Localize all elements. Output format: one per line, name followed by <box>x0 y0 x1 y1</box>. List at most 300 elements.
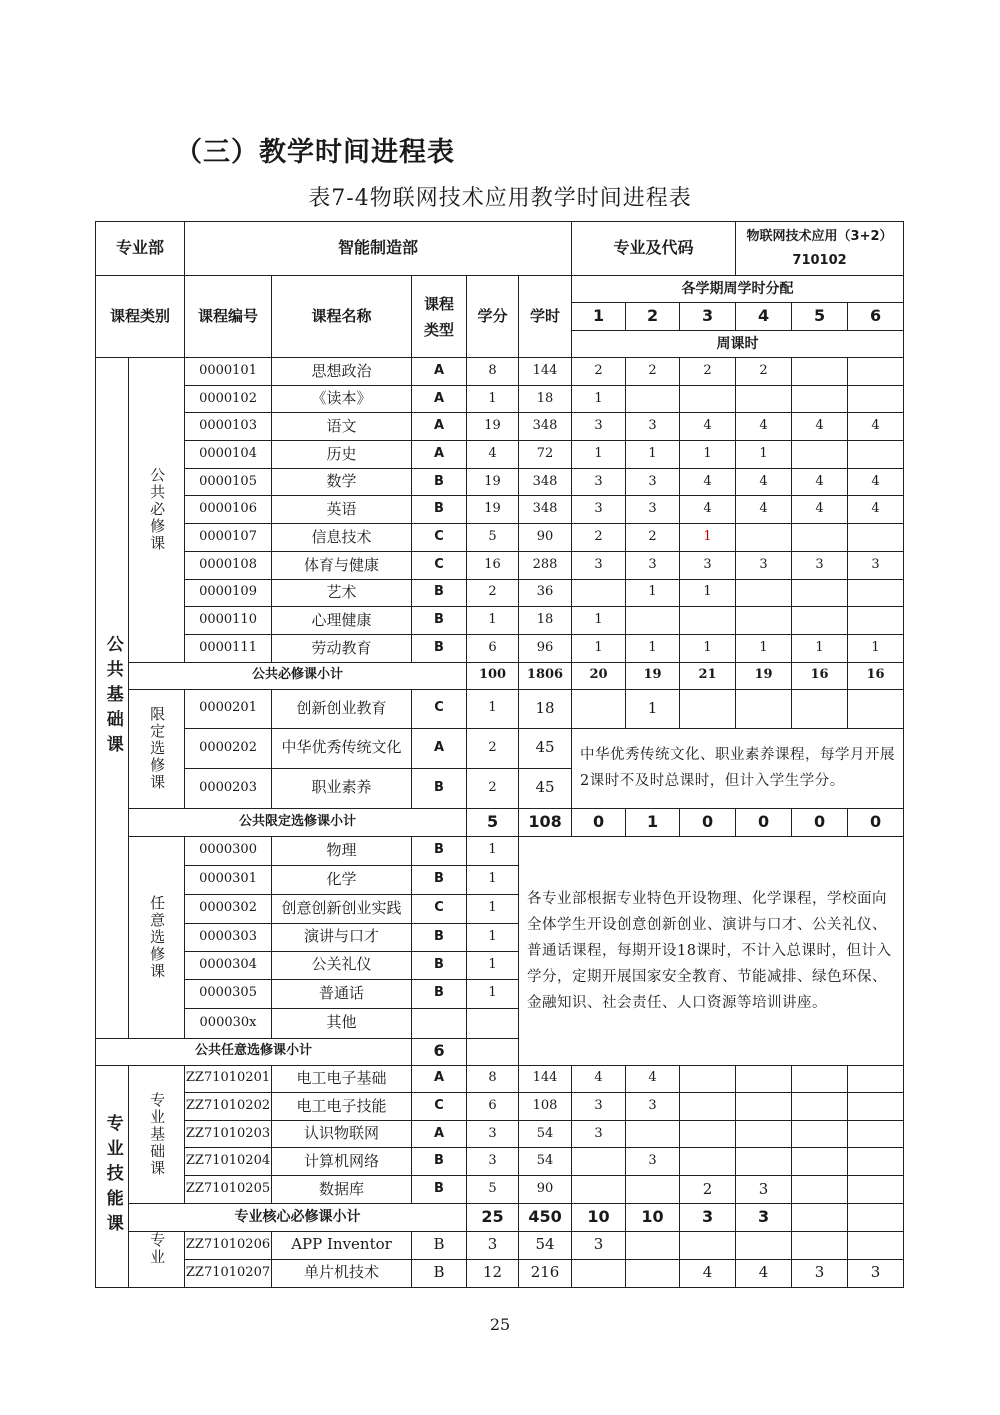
semester-hours: 1 <box>572 607 626 635</box>
semester-hours: 4 <box>736 1259 792 1287</box>
major-label: 专业及代码 <box>572 222 736 276</box>
course-code: 0000201 <box>185 689 272 728</box>
course-type: B <box>412 496 467 524</box>
semester-hours: 4 <box>736 413 792 441</box>
course-type: B <box>412 865 467 894</box>
semester-hours <box>792 1065 848 1093</box>
course-code: ZZ71010201 <box>185 1065 272 1093</box>
group-professional-partial-label: 专业 <box>148 1231 167 1266</box>
col-category: 课程类别 <box>96 276 185 358</box>
semester-hours: 4 <box>680 413 736 441</box>
semester-hours: 4 <box>680 1259 736 1287</box>
semester-hours: 1 <box>680 634 736 662</box>
course-name: 创新创业教育 <box>272 689 412 728</box>
semester-hours: 3 <box>626 1093 680 1121</box>
course-hours: 54 <box>519 1148 572 1176</box>
course-credit: 3 <box>467 1148 519 1176</box>
semester-hours <box>792 358 848 386</box>
col-semester-5: 5 <box>792 303 848 331</box>
course-hours: 348 <box>519 413 572 441</box>
semester-hours <box>848 1065 904 1093</box>
subtotal-semester: 0 <box>680 808 736 836</box>
course-name: 公关礼仪 <box>272 951 412 979</box>
semester-hours <box>680 1065 736 1093</box>
semester-hours <box>680 1231 736 1259</box>
dept-value: 智能制造部 <box>185 222 572 276</box>
semester-hours <box>626 1231 680 1259</box>
subtotal-hours: 108 <box>519 808 572 836</box>
course-type: B <box>412 951 467 979</box>
subtotal-semester: 0 <box>572 808 626 836</box>
semester-hours <box>736 1231 792 1259</box>
course-code: 0000109 <box>185 579 272 607</box>
course-code: ZZ71010207 <box>185 1259 272 1287</box>
course-type: C <box>412 689 467 728</box>
subtotal-label: 公共限定选修课小计 <box>129 808 467 836</box>
course-name: 物理 <box>272 836 412 865</box>
semester-hours: 4 <box>848 413 904 441</box>
course-code: 0000101 <box>185 358 272 386</box>
course-hours: 45 <box>519 768 572 808</box>
group-limited-elective-label: 限定选修课 <box>148 706 167 792</box>
course-name: 信息技术 <box>272 524 412 552</box>
semester-hours <box>680 607 736 635</box>
course-type: B <box>412 634 467 662</box>
course-type: A <box>412 728 467 768</box>
subtotal-semester: 1 <box>626 808 680 836</box>
semester-hours <box>736 1148 792 1176</box>
semester-hours <box>736 579 792 607</box>
col-semester-6: 6 <box>848 303 904 331</box>
subtotal-semester: 3 <box>680 1203 736 1231</box>
semester-hours <box>792 1148 848 1176</box>
semester-hours: 3 <box>572 1093 626 1121</box>
course-hours: 18 <box>519 607 572 635</box>
group-public-required <box>129 358 185 663</box>
course-credit: 19 <box>467 468 519 496</box>
semester-hours <box>848 689 904 728</box>
course-hours: 90 <box>519 524 572 552</box>
course-hours: 216 <box>519 1259 572 1287</box>
table-row <box>96 524 904 552</box>
semester-hours: 3 <box>572 551 626 579</box>
semester-hours: 4 <box>792 413 848 441</box>
course-code: 0000107 <box>185 524 272 552</box>
course-hours: 348 <box>519 468 572 496</box>
course-credit: 19 <box>467 413 519 441</box>
semester-hours <box>680 689 736 728</box>
course-type: A <box>412 1065 467 1093</box>
table-row <box>96 836 904 865</box>
subtotal-label: 公共任意选修课小计 <box>96 1038 412 1065</box>
subtotal-credit: 25 <box>467 1203 519 1231</box>
semester-hours: 3 <box>680 551 736 579</box>
semester-hours: 3 <box>626 468 680 496</box>
semester-hours <box>572 1259 626 1287</box>
course-code: 0000106 <box>185 496 272 524</box>
group-professional-basic <box>129 1065 185 1203</box>
semester-hours <box>848 607 904 635</box>
course-credit: 8 <box>467 1065 519 1093</box>
course-name: 数据库 <box>272 1175 412 1203</box>
group-professional-skill <box>96 1065 129 1287</box>
course-type: A <box>412 441 467 469</box>
table-row <box>96 1148 904 1176</box>
semester-hours: 3 <box>736 1175 792 1203</box>
semester-hours <box>572 1175 626 1203</box>
group-public-required-label: 公共必修课 <box>148 467 167 553</box>
course-name: 电工电子基础 <box>272 1065 412 1093</box>
subtotal-credit: 6 <box>412 1038 467 1065</box>
semester-hours: 3 <box>736 551 792 579</box>
semester-hours <box>572 689 626 728</box>
semester-hours: 1 <box>736 441 792 469</box>
course-name: 《读本》 <box>272 385 412 413</box>
subtotal-semester: 3 <box>736 1203 792 1231</box>
group-free-elective-label: 任意选修课 <box>148 894 167 980</box>
semester-hours <box>626 1175 680 1203</box>
limited-elective-note: 中华优秀传统文化、职业素养课程，每学月开展2课时不及时总课时，但计入学生学分。 <box>572 728 904 808</box>
course-code: 0000304 <box>185 951 272 979</box>
semester-hours <box>792 607 848 635</box>
table-row <box>96 1231 904 1259</box>
course-type: B <box>412 607 467 635</box>
semester-hours: 1 <box>626 634 680 662</box>
course-name: 历史 <box>272 441 412 469</box>
course-code: 0000303 <box>185 923 272 951</box>
semester-hours <box>848 579 904 607</box>
semester-hours <box>626 1120 680 1148</box>
semester-hours <box>848 1120 904 1148</box>
semester-hours: 1 <box>572 634 626 662</box>
course-code: 000030x <box>185 1008 272 1038</box>
semester-hours: 2 <box>736 358 792 386</box>
semester-hours: 1 <box>626 441 680 469</box>
group-free-elective <box>129 836 185 1038</box>
course-name: 计算机网络 <box>272 1148 412 1176</box>
course-hours: 45 <box>519 728 572 768</box>
course-hours: 18 <box>519 689 572 728</box>
semester-hours <box>736 1120 792 1148</box>
semester-hours: 4 <box>848 468 904 496</box>
semester-hours: 3 <box>626 496 680 524</box>
course-credit: 1 <box>467 894 519 923</box>
course-name: 劳动教育 <box>272 634 412 662</box>
semester-hours: 3 <box>792 551 848 579</box>
course-credit: 2 <box>467 768 519 808</box>
semester-hours: 2 <box>680 358 736 386</box>
course-hours: 288 <box>519 551 572 579</box>
course-credit: 1 <box>467 979 519 1008</box>
subtotal-label: 专业核心必修课小计 <box>129 1203 467 1231</box>
semester-hours: 1 <box>680 441 736 469</box>
course-type: A <box>412 385 467 413</box>
course-type: A <box>412 1120 467 1148</box>
semester-hours: 4 <box>736 468 792 496</box>
semester-hours <box>792 1093 848 1121</box>
course-hours: 108 <box>519 1093 572 1121</box>
subtotal-semester: 0 <box>736 808 792 836</box>
course-hours: 348 <box>519 496 572 524</box>
course-code: ZZ71010204 <box>185 1148 272 1176</box>
table-row <box>96 468 904 496</box>
semester-hours: 1 <box>792 634 848 662</box>
col-semester-group: 各学期周学时分配 <box>572 276 904 303</box>
course-type: A <box>412 413 467 441</box>
col-semester-2: 2 <box>626 303 680 331</box>
course-credit: 6 <box>467 1093 519 1121</box>
table-row <box>96 1175 904 1203</box>
col-weekly: 周课时 <box>572 331 904 358</box>
course-hours: 54 <box>519 1231 572 1259</box>
course-code: ZZ71010205 <box>185 1175 272 1203</box>
subtotal-hours: 450 <box>519 1203 572 1231</box>
semester-hours: 2 <box>680 1175 736 1203</box>
table-row <box>96 222 904 276</box>
course-type: B <box>412 468 467 496</box>
semester-hours: 3 <box>848 1259 904 1287</box>
course-name: 艺术 <box>272 579 412 607</box>
semester-hours: 4 <box>736 496 792 524</box>
semester-hours: 4 <box>792 468 848 496</box>
semester-hours <box>792 441 848 469</box>
course-code: 0000105 <box>185 468 272 496</box>
table-row <box>96 1203 904 1231</box>
section-heading: （三）教学时间进程表 <box>175 137 455 168</box>
major-code: 710102 <box>792 252 847 268</box>
semester-hours <box>572 1148 626 1176</box>
subtotal-semester: 19 <box>736 662 792 689</box>
free-elective-note: 各专业部根据专业特色开设物理、化学课程，学校面向全体学生开设创意创新创业、演讲与口才、公关礼仪、普通话课程，每期开设18课时，不计入总课时，但计入学分，定期开展国家安全教育、节能减排、绿色环保、金融知识、社会责任、人口资源等培训讲座。 <box>519 836 904 1065</box>
course-code: 0000103 <box>185 413 272 441</box>
course-credit: 1 <box>467 689 519 728</box>
course-hours: 18 <box>519 385 572 413</box>
table-row <box>96 1259 904 1287</box>
course-credit: 1 <box>467 836 519 865</box>
course-name: 数学 <box>272 468 412 496</box>
course-credit: 16 <box>467 551 519 579</box>
course-code: 0000301 <box>185 865 272 894</box>
semester-hours: 3 <box>572 1120 626 1148</box>
semester-hours: 3 <box>626 1148 680 1176</box>
subtotal-semester: 16 <box>792 662 848 689</box>
course-name: 语文 <box>272 413 412 441</box>
col-code: 课程编号 <box>185 276 272 358</box>
course-code: 0000202 <box>185 728 272 768</box>
semester-hours <box>736 1065 792 1093</box>
course-credit: 2 <box>467 579 519 607</box>
semester-hours <box>848 358 904 386</box>
course-credit <box>467 1008 519 1038</box>
table-row <box>96 496 904 524</box>
semester-hours <box>848 1093 904 1121</box>
course-name: 单片机技术 <box>272 1259 412 1287</box>
col-semester-4: 4 <box>736 303 792 331</box>
semester-hours: 3 <box>572 496 626 524</box>
course-name: 思想政治 <box>272 358 412 386</box>
semester-hours <box>680 1093 736 1121</box>
course-name: 其他 <box>272 1008 412 1038</box>
semester-hours: 1 <box>626 579 680 607</box>
semester-hours: 3 <box>626 413 680 441</box>
semester-hours: 4 <box>572 1065 626 1093</box>
subtotal-semester: 0 <box>792 808 848 836</box>
course-credit: 8 <box>467 358 519 386</box>
semester-hours: 2 <box>572 358 626 386</box>
semester-hours <box>680 385 736 413</box>
subtotal-semester: 10 <box>572 1203 626 1231</box>
semester-hours <box>792 524 848 552</box>
semester-hours <box>626 385 680 413</box>
course-name: 演讲与口才 <box>272 923 412 951</box>
course-code: 0000108 <box>185 551 272 579</box>
course-hours: 144 <box>519 1065 572 1093</box>
semester-hours: 1 <box>680 579 736 607</box>
semester-hours: 1 <box>626 689 680 728</box>
semester-hours: 1 <box>572 385 626 413</box>
course-hours: 96 <box>519 634 572 662</box>
col-type: 课程 类型 <box>412 276 467 358</box>
table-row <box>96 358 904 386</box>
course-type: B <box>412 579 467 607</box>
table-row <box>96 662 904 689</box>
semester-hours <box>736 524 792 552</box>
subtotal-credit: 100 <box>467 662 519 689</box>
semester-hours <box>626 607 680 635</box>
course-code: ZZ71010206 <box>185 1231 272 1259</box>
course-code: ZZ71010203 <box>185 1120 272 1148</box>
course-hours: 72 <box>519 441 572 469</box>
semester-hours <box>848 1231 904 1259</box>
table-row <box>96 579 904 607</box>
semester-hours: 3 <box>848 551 904 579</box>
table-row <box>96 441 904 469</box>
semester-hours <box>848 524 904 552</box>
semester-hours <box>792 1231 848 1259</box>
col-hours: 学时 <box>519 276 572 358</box>
course-code: 0000111 <box>185 634 272 662</box>
course-type <box>412 1008 467 1038</box>
course-credit: 1 <box>467 951 519 979</box>
table-row <box>96 728 904 768</box>
semester-hours <box>680 1148 736 1176</box>
course-code: 0000102 <box>185 385 272 413</box>
semester-hours <box>792 1120 848 1148</box>
course-type: C <box>412 1093 467 1121</box>
semester-hours <box>572 579 626 607</box>
major-name: 物联网技术应用（3+2） <box>746 228 893 244</box>
table-row <box>96 413 904 441</box>
table-row <box>96 551 904 579</box>
course-credit: 1 <box>467 607 519 635</box>
semester-hours: 2 <box>626 358 680 386</box>
table-row <box>96 634 904 662</box>
course-code: 0000305 <box>185 979 272 1008</box>
semester-hours: 3 <box>792 1259 848 1287</box>
subtotal-semester: 16 <box>848 662 904 689</box>
course-credit: 5 <box>467 524 519 552</box>
subtotal-semester: 19 <box>626 662 680 689</box>
subtotal-semester <box>792 1203 848 1231</box>
course-credit: 12 <box>467 1259 519 1287</box>
course-credit: 3 <box>467 1231 519 1259</box>
course-type: B <box>412 1175 467 1203</box>
semester-hours: 3 <box>572 413 626 441</box>
semester-hours: 4 <box>680 468 736 496</box>
course-hours: 144 <box>519 358 572 386</box>
group-professional-skill-label: 专业技能课 <box>102 1113 123 1239</box>
course-credit: 19 <box>467 496 519 524</box>
course-name: 电工电子技能 <box>272 1093 412 1121</box>
semester-hours: 4 <box>848 496 904 524</box>
course-type: B <box>412 1148 467 1176</box>
semester-hours <box>736 689 792 728</box>
semester-hours <box>792 1175 848 1203</box>
course-name: 认识物联网 <box>272 1120 412 1148</box>
semester-hours: 1 <box>572 441 626 469</box>
course-code: 0000300 <box>185 836 272 865</box>
course-credit: 3 <box>467 1120 519 1148</box>
subtotal-credit: 5 <box>467 808 519 836</box>
course-name: 心理健康 <box>272 607 412 635</box>
group-professional-basic-label: 专业基础课 <box>148 1091 167 1177</box>
col-name: 课程名称 <box>272 276 412 358</box>
subtotal-hours: 1806 <box>519 662 572 689</box>
course-credit: 5 <box>467 1175 519 1203</box>
course-type: B <box>412 768 467 808</box>
course-type: B <box>412 1259 467 1287</box>
subtotal-semester: 20 <box>572 662 626 689</box>
course-code: 0000302 <box>185 894 272 923</box>
semester-hours <box>736 1093 792 1121</box>
semester-hours <box>792 689 848 728</box>
semester-hours: 1 <box>680 524 736 552</box>
semester-hours: 3 <box>572 1231 626 1259</box>
table-caption: 表7-4物联网技术应用教学时间进程表 <box>308 186 692 211</box>
semester-hours: 1 <box>736 634 792 662</box>
course-type: C <box>412 524 467 552</box>
table-row <box>96 385 904 413</box>
semester-hours <box>848 1148 904 1176</box>
course-type: B <box>412 836 467 865</box>
course-code: ZZ71010202 <box>185 1093 272 1121</box>
course-type: A <box>412 358 467 386</box>
semester-hours <box>792 579 848 607</box>
course-credit: 1 <box>467 923 519 951</box>
course-code: 0000203 <box>185 768 272 808</box>
semester-hours <box>626 1259 680 1287</box>
semester-hours: 4 <box>626 1065 680 1093</box>
semester-hours: 1 <box>848 634 904 662</box>
semester-hours <box>736 385 792 413</box>
table-row <box>96 1065 904 1093</box>
semester-hours <box>848 385 904 413</box>
col-credit: 学分 <box>467 276 519 358</box>
table-row <box>96 689 904 728</box>
semester-hours <box>792 385 848 413</box>
group-public-basic-label: 公共基础课 <box>102 635 123 761</box>
table-row <box>96 808 904 836</box>
course-code: 0000110 <box>185 607 272 635</box>
table-row <box>96 1120 904 1148</box>
semester-hours <box>848 1175 904 1203</box>
course-name: 体育与健康 <box>272 551 412 579</box>
course-credit: 2 <box>467 728 519 768</box>
course-name: 创意创新创业实践 <box>272 894 412 923</box>
group-public-basic <box>96 358 129 1039</box>
course-name: 化学 <box>272 865 412 894</box>
page-number: 25 <box>489 1315 511 1334</box>
